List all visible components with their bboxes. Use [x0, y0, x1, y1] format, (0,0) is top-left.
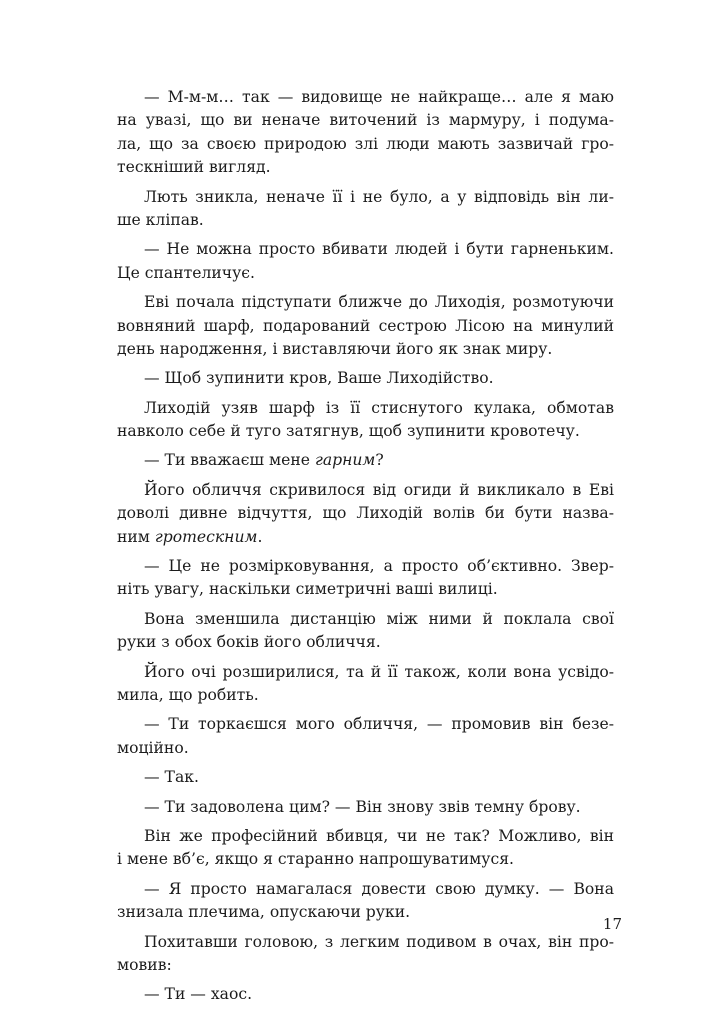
line-text: вовняний шарф, подарований сестрою Лісою на минулий	[117, 316, 614, 335]
emphasis-text: гарним	[314, 451, 376, 470]
text-line	[117, 238, 614, 261]
line-text: — Так.	[144, 768, 199, 787]
text-line	[117, 156, 614, 179]
text-line	[117, 449, 614, 472]
line-text: .	[257, 527, 263, 546]
line-text: доволі дивне відчуття, що Лиходій волів би бути назва-	[117, 504, 614, 523]
line-text: Лиходій узяв шарф із її стиснутого кулака, обмотав	[144, 398, 614, 417]
text-line	[117, 713, 614, 736]
line-text: — Не можна просто вбивати людей і бути гарненьким.	[144, 240, 614, 259]
line-text: ?	[375, 451, 384, 470]
text-line	[117, 262, 614, 285]
body-text	[117, 86, 614, 1013]
text-line	[117, 133, 614, 156]
text-line	[117, 555, 614, 578]
line-text: Еві почала підступати ближче до Лиходія, розмотуючи	[144, 293, 614, 312]
line-text: — Ти торкаєшся мого обличчя, — промовив він безе-	[144, 715, 614, 734]
line-text: руки з обох боків його обличчя.	[117, 633, 381, 652]
text-line	[117, 209, 614, 232]
line-text: — Ти — хаос.	[144, 985, 253, 1004]
line-text: тескніший вигляд.	[117, 158, 271, 177]
line-text: ніть увагу, наскільки симетричні ваші вилиці.	[117, 580, 498, 599]
line-text: день народження, і виставляючи його як знак миру.	[117, 339, 553, 358]
text-line	[117, 186, 614, 209]
text-line	[117, 661, 614, 684]
page-number: 17	[602, 915, 622, 933]
text-line	[117, 848, 614, 871]
line-text: знизала плечима, опускаючи руки.	[117, 903, 411, 922]
text-line	[117, 766, 614, 789]
text-line	[117, 825, 614, 848]
text-line	[117, 796, 614, 819]
line-text: Похитавши головою, з легким подивом в очах, він про-	[144, 932, 614, 951]
line-text: мовив:	[117, 955, 172, 974]
text-line	[117, 502, 614, 525]
line-text: ше кліпав.	[117, 210, 204, 229]
text-line	[117, 338, 614, 361]
line-text: — Це не розмірковування, а просто об’єктивно. Звер-	[144, 557, 614, 576]
text-line	[117, 578, 614, 601]
line-text: — Я просто намагалася довести свою думку. — Вона	[144, 879, 614, 898]
line-text: ним	[117, 527, 155, 546]
line-text: Лють зникла, неначе її і не було, а у відповідь він ли-	[144, 187, 614, 206]
text-line	[117, 954, 614, 977]
text-line	[117, 315, 614, 338]
text-line	[117, 291, 614, 314]
line-text: Він же професійний вбивця, чи не так? Можливо, він	[144, 826, 614, 845]
line-text: моційно.	[117, 738, 189, 757]
text-line	[117, 397, 614, 420]
line-text: навколо себе й туго затягнув, щоб зупинити кровотечу.	[117, 422, 580, 441]
text-line	[117, 367, 614, 390]
line-text: — М-м-м… так — видовище не найкраще… але я маю	[144, 88, 614, 106]
line-text: ла, що за своєю природою злі люди мають зазвичай гро-	[117, 134, 614, 153]
text-line	[117, 526, 614, 549]
text-line	[117, 631, 614, 654]
line-text: Його очі розширилися, та й її також, коли вона усвідо-	[144, 662, 614, 681]
text-line	[117, 608, 614, 631]
line-text: і мене вб’є, якщо я старанно напрошуватимуся.	[117, 850, 514, 869]
line-text: — Ти вважаєш мене	[144, 451, 315, 470]
line-text: на увазі, що ви неначе виточений із мармуру, і подума-	[117, 111, 614, 130]
text-line	[117, 737, 614, 760]
emphasis-text: гротескним	[154, 527, 258, 546]
text-line	[117, 901, 614, 924]
text-line	[117, 479, 614, 502]
line-text: — Ти задоволена цим? — Він знову звів темну брову.	[144, 797, 581, 816]
text-line	[117, 86, 614, 109]
text-line	[117, 983, 614, 1006]
text-line	[117, 420, 614, 443]
text-line	[117, 878, 614, 901]
line-text: Це спантеличує.	[117, 263, 255, 282]
text-line	[117, 109, 614, 132]
line-text: — Щоб зупинити кров, Ваше Лиходійство.	[144, 369, 494, 388]
line-text: мила, що робить.	[117, 685, 259, 704]
line-text: Його обличчя скривилося від огиди й викликало в Еві	[144, 480, 614, 499]
line-text: Вона зменшила дистанцію між ними й поклала свої	[144, 609, 614, 628]
text-line	[117, 931, 614, 954]
text-line	[117, 684, 614, 707]
